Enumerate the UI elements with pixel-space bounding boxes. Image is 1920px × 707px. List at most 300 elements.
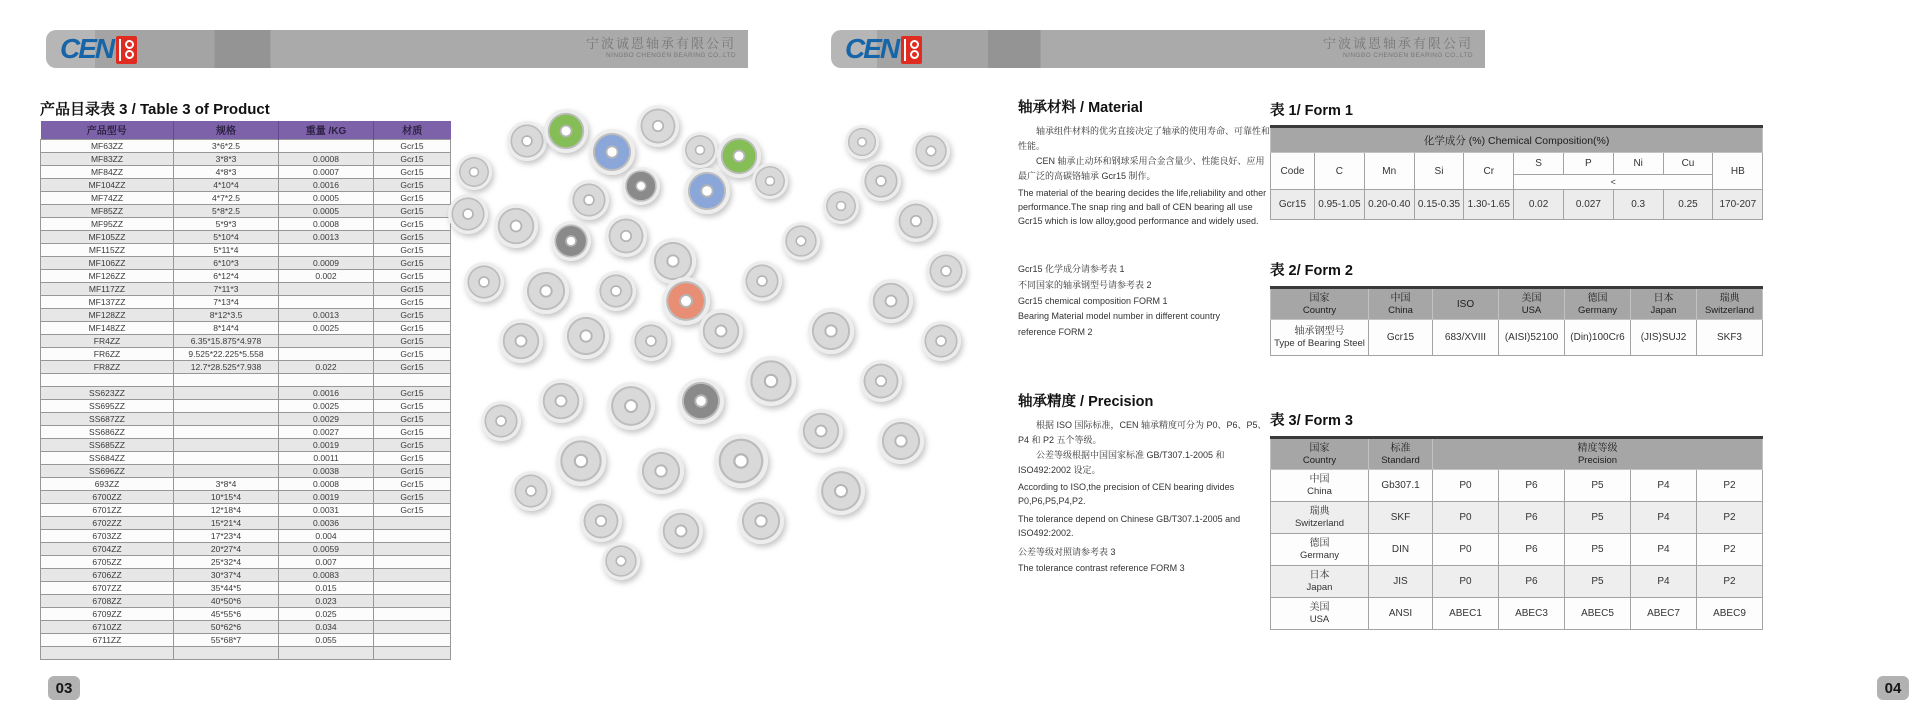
- table-row: [41, 542, 451, 555]
- precision-paragraph-cn-1: 根据 ISO 国际标准，CEN 轴承精度可分为 P0、P6、P5、P4 和 P2 五个等级。: [1018, 420, 1267, 445]
- form3-title: 表 3/ Form 3: [1270, 413, 1353, 429]
- table-cell: 0.3: [1613, 190, 1663, 220]
- table-cell: 50*62*6: [174, 620, 279, 633]
- bearing-image: [678, 378, 724, 424]
- bearing-image: [752, 163, 788, 199]
- table-cell: 0.0059: [279, 542, 374, 555]
- table-cell: 10*15*4: [174, 490, 279, 503]
- table-cell: 精度等级 Precision: [1433, 438, 1763, 470]
- table-cell: 4*8*3: [174, 165, 279, 178]
- table-cell: [174, 412, 279, 425]
- table-cell: MF115ZZ: [41, 243, 174, 256]
- bearing-image: [738, 498, 784, 544]
- table-cell: P0: [1433, 566, 1499, 598]
- table-cell: SS623ZZ: [41, 386, 174, 399]
- table-cell: 0.0013: [279, 308, 374, 321]
- table-row: [41, 360, 451, 373]
- table-cell: 0.0019: [279, 438, 374, 451]
- table-cell: 0.0016: [279, 386, 374, 399]
- table-cell: 6.35*15.875*4.978: [174, 334, 279, 347]
- table-cell: MF117ZZ: [41, 282, 174, 295]
- table-cell: [41, 373, 174, 386]
- material-note: Gcr15 chemical composition FORM 1: [1018, 295, 1168, 306]
- table-cell: Gcr15: [374, 490, 451, 503]
- material-note: reference FORM 2: [1018, 327, 1093, 337]
- table-cell: [279, 347, 374, 360]
- table-cell: [174, 464, 279, 477]
- table-cell: JIS: [1369, 566, 1433, 598]
- bearing-image: [544, 109, 588, 153]
- precision-paragraph-cn-2: 公差等级根据中国国家标准 GB/T307.1-2005 和 ISO492:2002 设定。: [1018, 449, 1225, 475]
- company-name-en: NINGBO CHENGEN BEARING CO.,LTD: [606, 52, 736, 59]
- bearing-image: [602, 542, 640, 580]
- table-cell: [374, 646, 451, 659]
- bearing-image: [556, 436, 606, 486]
- table-row: [41, 347, 451, 360]
- material-paragraph-en: The material of the bearing decides the life,reliability and other performance.The snap ring and ball of CEN bearing all use Gcr15 which is low alloy,good performance and widely used.: [1018, 188, 1267, 227]
- table-row: [41, 581, 451, 594]
- table-cell: MF104ZZ: [41, 178, 174, 191]
- table-cell: Gb307.1: [1369, 470, 1433, 502]
- table-cell: [174, 438, 279, 451]
- table-cell: 6704ZZ: [41, 542, 174, 555]
- cen-logo: [845, 33, 922, 65]
- table-cell: P6: [1499, 566, 1565, 598]
- table-cell: 5*8*2.5: [174, 204, 279, 217]
- table-cell: [374, 516, 451, 529]
- table-cell: [374, 607, 451, 620]
- bearing-image: [845, 125, 879, 159]
- table-cell: 0.0019: [279, 490, 374, 503]
- table-cell: 0.015: [279, 581, 374, 594]
- bearing-image: [817, 467, 865, 515]
- table-row: [41, 425, 451, 438]
- bearing-image: [507, 121, 547, 161]
- table-cell: Gcr15: [374, 503, 451, 516]
- product-table: [40, 121, 451, 660]
- table-cell: [174, 451, 279, 464]
- table-row: [41, 230, 451, 243]
- table-cell: P0: [1433, 470, 1499, 502]
- table-cell: [174, 646, 279, 659]
- page-header-bar: [831, 30, 1485, 68]
- table-cell: 0.0005: [279, 204, 374, 217]
- table-row: [1271, 470, 1763, 502]
- company-name: [1323, 36, 1473, 60]
- table-cell: Si: [1414, 153, 1464, 190]
- table-row: [41, 204, 451, 217]
- bearing-image: [921, 321, 961, 361]
- table-cell: [174, 386, 279, 399]
- bearing-image: [878, 418, 924, 464]
- table-cell: 4*10*4: [174, 178, 279, 191]
- table-row: [41, 282, 451, 295]
- precision-notes: [1018, 545, 1270, 577]
- table-cell: 15*21*4: [174, 516, 279, 529]
- table-cell: [374, 529, 451, 542]
- table-cell: 6708ZZ: [41, 594, 174, 607]
- table-cell: 30*37*4: [174, 568, 279, 581]
- bearing-image: [638, 448, 684, 494]
- cen-logo-text: CEN: [60, 33, 114, 64]
- table-row: [41, 477, 451, 490]
- table-cell: Code: [1271, 153, 1315, 190]
- table-cell: P0: [1433, 502, 1499, 534]
- table-cell: 0.025: [279, 607, 374, 620]
- table-cell: Gcr15: [374, 230, 451, 243]
- table-cell: 40*50*6: [174, 594, 279, 607]
- bearing-image: [895, 200, 937, 242]
- table-cell: HB: [1713, 153, 1763, 190]
- table-cell: Gcr15: [374, 334, 451, 347]
- table-cell: P6: [1499, 534, 1565, 566]
- table-cell: MF83ZZ: [41, 152, 174, 165]
- table-cell: Gcr15: [374, 438, 451, 451]
- table-cell: 6705ZZ: [41, 555, 174, 568]
- table-cell: DIN: [1369, 534, 1433, 566]
- table-cell: 25*32*4: [174, 555, 279, 568]
- table-cell: 0.055: [279, 633, 374, 646]
- precision-body: [1018, 418, 1270, 541]
- table-cell: MF63ZZ: [41, 139, 174, 152]
- table-cell: 0.0011: [279, 451, 374, 464]
- table-cell: 0.0008: [279, 477, 374, 490]
- table-cell: 日本 Japan: [1271, 566, 1369, 598]
- bearing-image: [926, 251, 966, 291]
- bearing-image: [448, 194, 488, 234]
- table-cell: 5*9*3: [174, 217, 279, 230]
- table-cell: <: [1514, 175, 1713, 190]
- table-row: [41, 529, 451, 542]
- table-cell: 瑞典 Switzerland: [1697, 288, 1763, 320]
- table-row: [41, 269, 451, 282]
- bearing-image: [659, 509, 703, 553]
- table-cell: 0.0007: [279, 165, 374, 178]
- table-cell: MF148ZZ: [41, 321, 174, 334]
- table-row: [41, 412, 451, 425]
- bearing-image: [539, 379, 583, 423]
- form3-table: [1270, 436, 1763, 630]
- table-cell: 0.0036: [279, 516, 374, 529]
- table-cell: 6707ZZ: [41, 581, 174, 594]
- column-header: 产品型号: [41, 121, 174, 139]
- table-cell: 6701ZZ: [41, 503, 174, 516]
- bearing-image: [551, 221, 591, 261]
- bearing-image: [650, 238, 696, 284]
- table-row: [41, 399, 451, 412]
- table-cell: 国家 Country: [1271, 438, 1369, 470]
- material-note: Bearing Material model number in different country: [1018, 311, 1220, 322]
- table-cell: Gcr15: [374, 399, 451, 412]
- table-cell: 美国 USA: [1271, 598, 1369, 630]
- table-cell: Gcr15: [374, 308, 451, 321]
- table-cell: Gcr15: [374, 217, 451, 230]
- table-cell: P5: [1565, 502, 1631, 534]
- table-cell: MF126ZZ: [41, 269, 174, 282]
- table-cell: [174, 399, 279, 412]
- table-cell: 6700ZZ: [41, 490, 174, 503]
- table-cell: 中国 China: [1369, 288, 1433, 320]
- table-cell: 0.0008: [279, 152, 374, 165]
- cen-logo: [60, 33, 137, 65]
- table-row: [41, 152, 451, 165]
- bearing-image: [637, 105, 679, 147]
- bearing-image: [808, 308, 854, 354]
- table-cell: Gcr15: [374, 256, 451, 269]
- table-row: [41, 165, 451, 178]
- table-cell: P6: [1499, 502, 1565, 534]
- table-cell: P0: [1433, 534, 1499, 566]
- bearing-image: [861, 161, 901, 201]
- table-row: [1271, 534, 1763, 566]
- bearing-image: [699, 309, 743, 353]
- table-cell: [174, 425, 279, 438]
- table-cell: Cr: [1464, 153, 1514, 190]
- table-cell: (AISI)52100: [1499, 320, 1565, 356]
- table-cell: 12.7*28.525*7.938: [174, 360, 279, 373]
- table-cell: 0.0005: [279, 191, 374, 204]
- table-cell: Gcr15: [374, 477, 451, 490]
- table-cell: Gcr15: [374, 464, 451, 477]
- table-row: [41, 516, 451, 529]
- table-cell: SKF: [1369, 502, 1433, 534]
- precision-section-title: 轴承精度 / Precision: [1018, 394, 1154, 410]
- bearing-image: [684, 168, 730, 214]
- table-cell: [374, 581, 451, 594]
- table-cell: P6: [1499, 470, 1565, 502]
- table-cell: 0.0016: [279, 178, 374, 191]
- table-cell: 4*7*2.5: [174, 191, 279, 204]
- table-cell: [374, 568, 451, 581]
- table-cell: [374, 373, 451, 386]
- table-cell: 0.022: [279, 360, 374, 373]
- table-cell: 170-207: [1713, 190, 1763, 220]
- form1-table: [1270, 125, 1763, 220]
- table-cell: P2: [1697, 502, 1763, 534]
- table-cell: 0.0013: [279, 230, 374, 243]
- table-row: [41, 568, 451, 581]
- table-cell: 8*14*4: [174, 321, 279, 334]
- table-cell: P5: [1565, 566, 1631, 598]
- product-table-body: [41, 139, 451, 659]
- bearing-image: [860, 360, 902, 402]
- table-cell: P4: [1631, 566, 1697, 598]
- table-cell: 3*6*2.5: [174, 139, 279, 152]
- table-cell: [279, 373, 374, 386]
- table-row: [41, 243, 451, 256]
- table-cell: 45*55*6: [174, 607, 279, 620]
- table-cell: Mn: [1364, 153, 1414, 190]
- table-cell: [374, 555, 451, 568]
- table-row: [41, 373, 451, 386]
- table-cell: MF106ZZ: [41, 256, 174, 269]
- table-cell: 标准 Standard: [1369, 438, 1433, 470]
- table-cell: P5: [1565, 470, 1631, 502]
- bearing-logo-icon: [116, 36, 137, 64]
- table-cell: MF105ZZ: [41, 230, 174, 243]
- company-name-en: NINGBO CHENGEN BEARING CO.,LTD: [1343, 52, 1473, 59]
- table-cell: 7*11*3: [174, 282, 279, 295]
- table-row: [41, 646, 451, 659]
- material-note: Gcr15 化学成分请参考表 1: [1018, 264, 1125, 274]
- table-cell: 8*12*3.5: [174, 308, 279, 321]
- table-cell: P4: [1631, 534, 1697, 566]
- table-cell: 0.023: [279, 594, 374, 607]
- table-row: [41, 217, 451, 230]
- table-cell: [279, 295, 374, 308]
- table-cell: MF137ZZ: [41, 295, 174, 308]
- table-cell: SS687ZZ: [41, 412, 174, 425]
- table-cell: ABEC3: [1499, 598, 1565, 630]
- table-row: [41, 451, 451, 464]
- table-cell: MF84ZZ: [41, 165, 174, 178]
- table-cell: (Din)100Cr6: [1565, 320, 1631, 356]
- table-cell: P2: [1697, 470, 1763, 502]
- table-cell: 20*27*4: [174, 542, 279, 555]
- table-cell: Gcr15: [374, 347, 451, 360]
- table-cell: 0.0025: [279, 321, 374, 334]
- material-section: [1018, 96, 1270, 117]
- table-cell: Gcr15: [374, 204, 451, 217]
- column-header: 规格: [174, 121, 279, 139]
- table-cell: 17*23*4: [174, 529, 279, 542]
- bearing-image: [622, 167, 660, 205]
- table-cell: 55*68*7: [174, 633, 279, 646]
- table-cell: [174, 373, 279, 386]
- precision-section: [1018, 390, 1270, 411]
- table-cell: 5*10*4: [174, 230, 279, 243]
- table-cell: 0.0027: [279, 425, 374, 438]
- table-cell: ABEC7: [1631, 598, 1697, 630]
- bearing-image: [523, 268, 569, 314]
- bearing-image: [456, 154, 492, 190]
- precision-paragraph-en-1: According to ISO,the precision of CEN bearing divides P0,P6,P5,P4,P2.: [1018, 482, 1235, 507]
- table-cell: 0.0083: [279, 568, 374, 581]
- bearing-image: [742, 261, 782, 301]
- bearing-image: [499, 319, 543, 363]
- table-cell: 683/XVIII: [1433, 320, 1499, 356]
- precision-note: 公差等级对照请参考表 3: [1018, 547, 1116, 557]
- table-cell: [374, 620, 451, 633]
- table-cell: Gcr15: [374, 412, 451, 425]
- bearing-image: [912, 132, 950, 170]
- table-cell: 轴承钢型号 Type of Bearing Steel: [1271, 320, 1369, 356]
- bearing-image: [717, 134, 761, 178]
- bearing-image: [511, 471, 551, 511]
- table-cell: P2: [1697, 534, 1763, 566]
- table-cell: 0.034: [279, 620, 374, 633]
- bearing-image: [682, 132, 718, 168]
- precision-paragraph-en-2: The tolerance depend on Chinese GB/T307.1-2005 and ISO492:2002.: [1018, 514, 1241, 539]
- table-row: [1271, 598, 1763, 630]
- table-cell: 日本 Japan: [1631, 288, 1697, 320]
- bearing-image: [481, 401, 521, 441]
- table-cell: 0.0031: [279, 503, 374, 516]
- table-cell: Gcr15: [374, 360, 451, 373]
- table-cell: [279, 139, 374, 152]
- bearing-image: [823, 188, 859, 224]
- material-paragraph-cn-2: CEN 轴承止动环和钢球采用合金含量少、性能良好、应用最广泛的高碳铬轴承 Gcr15 制作。: [1018, 155, 1265, 181]
- table-cell: P4: [1631, 470, 1697, 502]
- table-cell: Cu: [1663, 153, 1713, 175]
- table-cell: Gcr15: [374, 191, 451, 204]
- table-cell: [41, 646, 174, 659]
- table-cell: [279, 243, 374, 256]
- table-cell: 0.0025: [279, 399, 374, 412]
- table-cell: Gcr15: [374, 386, 451, 399]
- bearing-image: [569, 180, 609, 220]
- table-cell: 35*44*5: [174, 581, 279, 594]
- table-cell: ISO: [1433, 288, 1499, 320]
- table-cell: 0.027: [1563, 190, 1613, 220]
- bearing-logo-icon: [901, 36, 922, 64]
- table-cell: 0.15-0.35: [1414, 190, 1464, 220]
- table-cell: 0.0029: [279, 412, 374, 425]
- product-table-title: 产品目录表 3 / Table 3 of Product: [40, 101, 270, 118]
- table-row: [1271, 566, 1763, 598]
- product-table-header: [41, 121, 451, 139]
- table-row: [41, 321, 451, 334]
- table-cell: 德国 Germany: [1565, 288, 1631, 320]
- page-number-badge: 04: [1877, 676, 1909, 700]
- table-cell: SS684ZZ: [41, 451, 174, 464]
- bearing-image: [631, 321, 671, 361]
- table-row: [41, 503, 451, 516]
- table-cell: MF85ZZ: [41, 204, 174, 217]
- material-body: [1018, 124, 1270, 229]
- table-cell: Ni: [1613, 153, 1663, 175]
- table-row: [41, 334, 451, 347]
- bearing-image: [662, 277, 710, 325]
- table-row: [41, 594, 451, 607]
- table-cell: 0.002: [279, 269, 374, 282]
- table-cell: 6710ZZ: [41, 620, 174, 633]
- bearing-image: [464, 262, 504, 302]
- company-name-cn: 宁波诚恩轴承有限公司: [1322, 36, 1473, 51]
- table-cell: SS685ZZ: [41, 438, 174, 451]
- table-cell: Gcr15: [374, 295, 451, 308]
- table-cell: C: [1315, 153, 1365, 190]
- table-cell: 6*12*4: [174, 269, 279, 282]
- table-row: [41, 295, 451, 308]
- table-row: [41, 178, 451, 191]
- table-cell: 中国 China: [1271, 470, 1369, 502]
- table-row: [41, 308, 451, 321]
- table-cell: [279, 282, 374, 295]
- table-cell: 瑞典 Switzerland: [1271, 502, 1369, 534]
- table-cell: SKF3: [1697, 320, 1763, 356]
- table-cell: 0.0009: [279, 256, 374, 269]
- bearing-image: [607, 382, 655, 430]
- table-cell: ANSI: [1369, 598, 1433, 630]
- table-cell: 0.25: [1663, 190, 1713, 220]
- table-row: [1271, 502, 1763, 534]
- table-cell: [374, 633, 451, 646]
- table-cell: ABEC5: [1565, 598, 1631, 630]
- bearing-image: [494, 204, 538, 248]
- table-cell: 6711ZZ: [41, 633, 174, 646]
- bearing-image: [589, 129, 635, 175]
- table-cell: 0.95-1.05: [1315, 190, 1365, 220]
- table-cell: Gcr15: [1271, 190, 1315, 220]
- table-cell: (JIS)SUJ2: [1631, 320, 1697, 356]
- table-cell: 6702ZZ: [41, 516, 174, 529]
- table-row: [41, 386, 451, 399]
- page-header-bar: [46, 30, 748, 68]
- table-cell: 德国 Germany: [1271, 534, 1369, 566]
- company-name-cn: 宁波诚恩轴承有限公司: [585, 36, 736, 51]
- bearing-image: [580, 500, 622, 542]
